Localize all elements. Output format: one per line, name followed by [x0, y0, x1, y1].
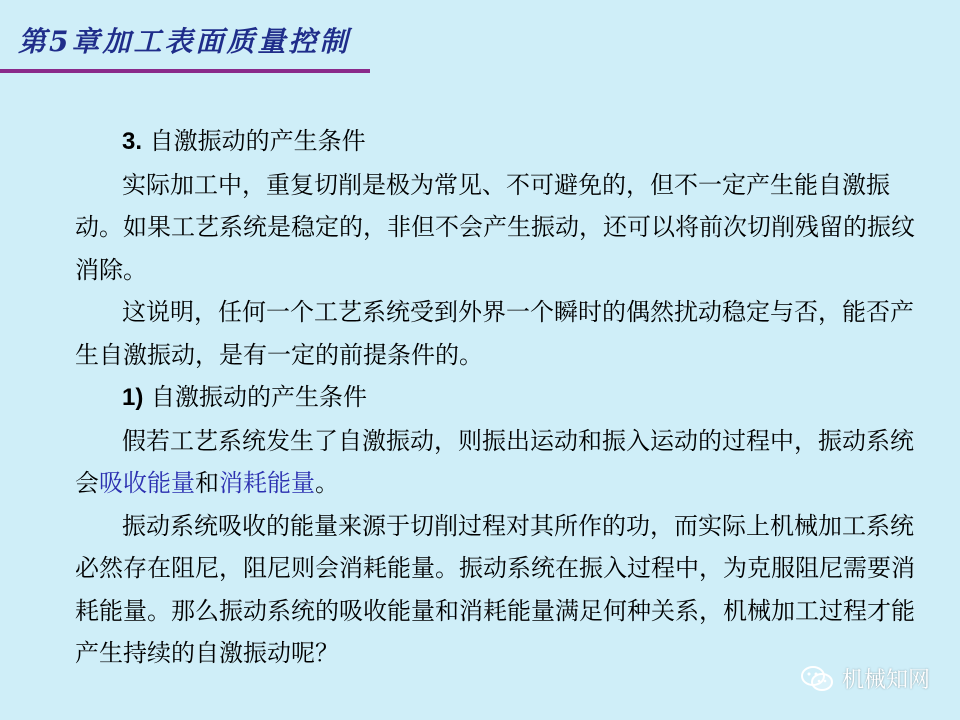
paragraph-4: 振动系统吸收的能量来源于切削过程对其所作的功，而实际上机械加工系统必然存在阻尼，阻尼则会消耗能量。振动系统在振入过程中，为克服阻尼需要消耗能量。那么振动系统的吸收能量和消耗能量满足何种关系，机械加工过程才能产生持续的自激振动呢？	[75, 511, 915, 667]
highlight-consume-energy: 消耗能量	[219, 469, 315, 497]
paragraph-3-text-3: 。	[315, 469, 339, 497]
paragraph-2: 这说明，任何一个工艺系统受到外界一个瞬时的偶然扰动稳定与否，能否产生自激振动，是有一定的前提条件的。	[75, 298, 914, 369]
section-heading	[75, 120, 915, 164]
paragraph-1: 实际加工中，重复切削是极为常见、不可避免的，但不一定产生能自激振动。如果工艺系统是稳定的，非但不会产生振动，还可以将前次切削残留的振纹消除。	[75, 170, 915, 284]
highlight-absorb-energy: 吸收能量	[99, 469, 195, 497]
paragraph-3-text-2: 和	[195, 469, 219, 497]
paragraph-3	[75, 420, 915, 505]
slide-body	[75, 120, 915, 675]
paragraph-3-text-1: 假若工艺系统发生了自激振动，则振出运动和振入运动的过程中，振动系统会	[75, 426, 914, 497]
page-title: 第5章加工表面质量控制	[18, 25, 351, 58]
subsection-heading-text: 自激振动的产生条件	[143, 383, 367, 411]
subsection-heading	[75, 376, 915, 420]
title-underline	[0, 69, 370, 73]
wechat-icon	[800, 664, 834, 694]
subsection-number: 1)	[122, 384, 144, 411]
watermark	[800, 663, 930, 694]
watermark-label: 机械知网	[841, 668, 930, 693]
section-number: 3.	[122, 128, 143, 155]
section-heading-text: 自激振动的产生条件	[142, 127, 366, 155]
